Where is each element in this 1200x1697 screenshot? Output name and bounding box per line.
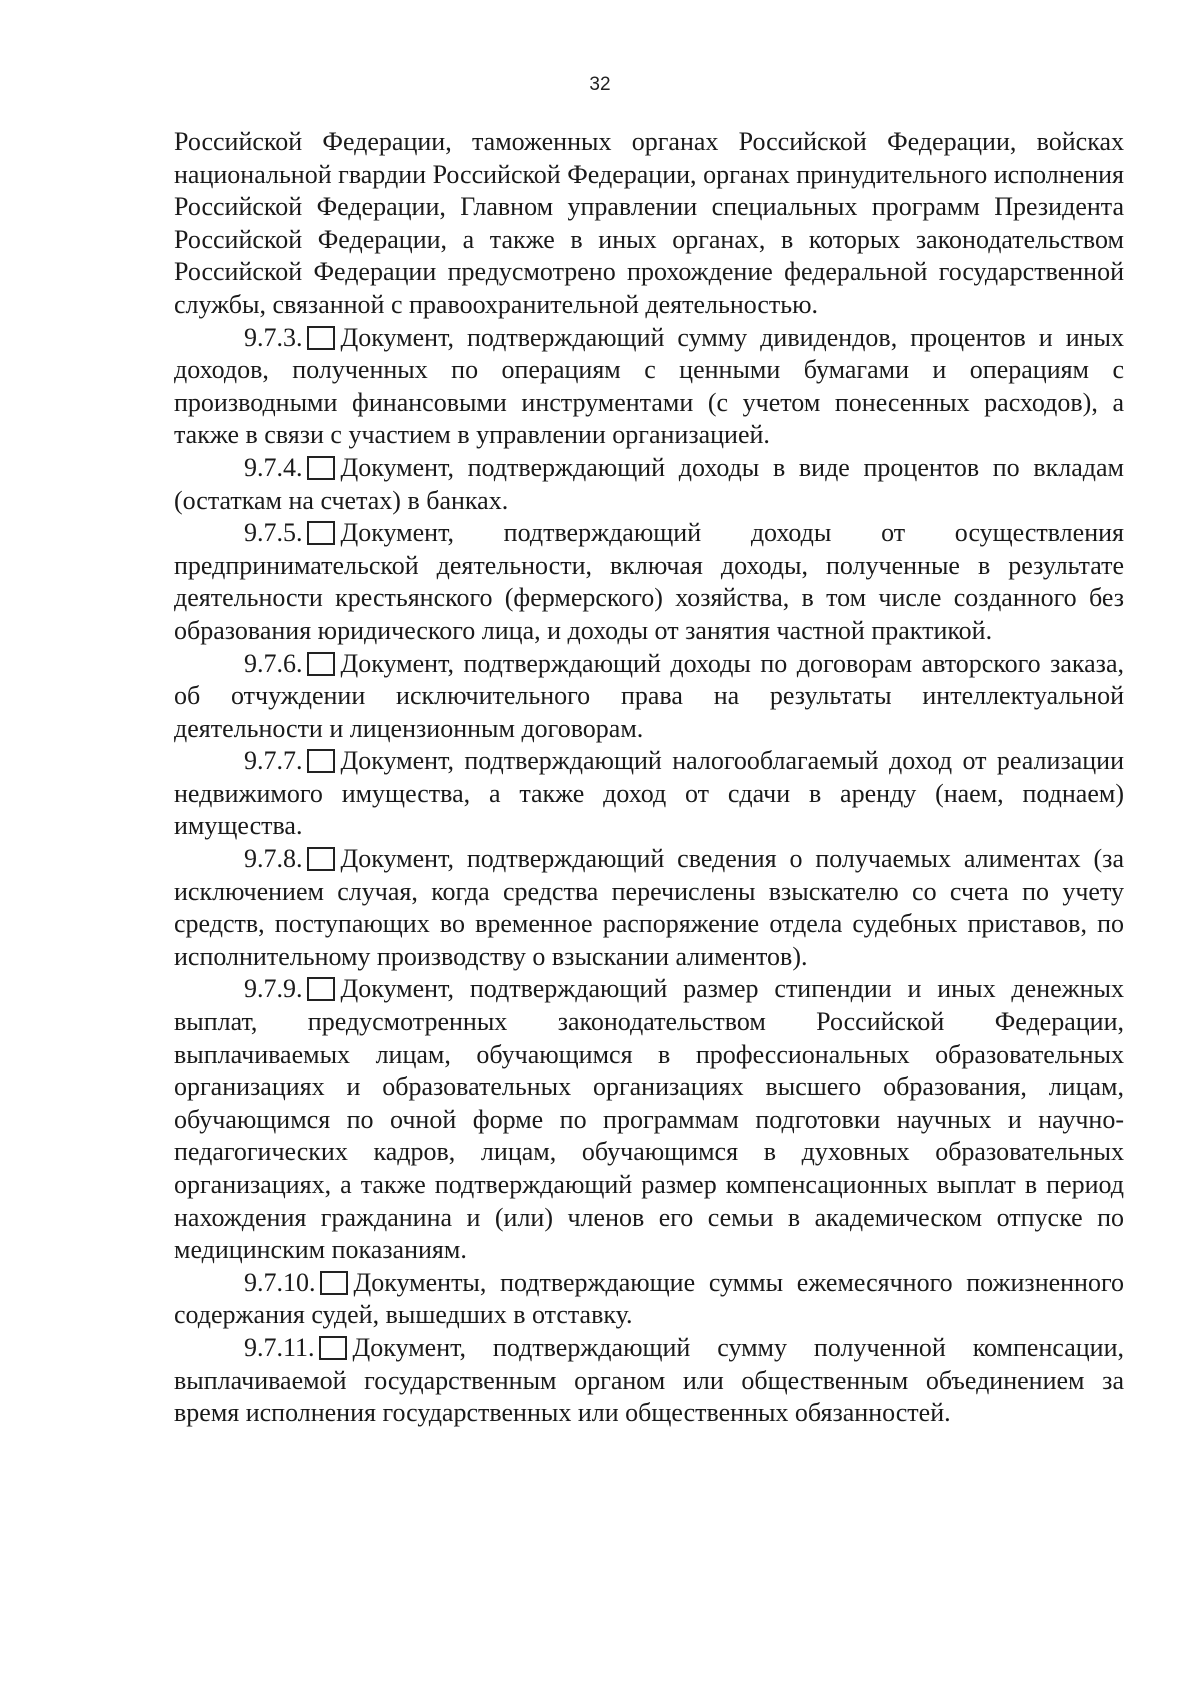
- item-9-7-7: [174, 745, 1124, 843]
- item-number: 9.7.3.: [244, 322, 303, 352]
- item-9-7-5: [174, 517, 1124, 647]
- item-number: 9.7.9.: [244, 974, 303, 1004]
- item-text: Документ, подтверждающий доходы от осуществления предпринимательской деятельности, включая доходы, полученные в результате деятельности крестьянского (фермерского) хозяйства, в том числе созданного без образования юридического лица, и доходы от занятия частной практикой.: [174, 518, 1124, 645]
- checkbox[interactable]: [307, 749, 335, 773]
- intro-paragraph: Российской Федерации, таможенных органах Российской Федерации, войсках национальной гвардии Российской Федерации, органах принудительного исполнения Российской Федерации, Главном управлении специальных программ Президента Российской Федерации, а также в иных органах, в которых законодательством Российской Федерации предусмотрено прохождение федеральной государственной службы, связанной с правоохранительной деятельностью.: [174, 127, 1124, 319]
- item-9-7-11: [174, 1332, 1124, 1430]
- item-number: 9.7.5.: [244, 518, 303, 548]
- item-9-7-10: [174, 1267, 1124, 1332]
- checkbox[interactable]: [307, 521, 335, 545]
- item-9-7-9: [174, 973, 1124, 1266]
- checkbox[interactable]: [307, 456, 335, 480]
- item-text: Документ, подтверждающий сведения о получаемых алиментах (за исключением случая, когда средства перечислены взыскателю со счета по учету средств, поступающих во временное распоряжение отдела судебных приставов, по исполнительному производству о взыскании алиментов).: [174, 844, 1124, 971]
- item-text: Документ, подтверждающий сумму полученной компенсации, выплачиваемой государственным органом или общественным объединением за время исполнения государственных или общественных обязанностей.: [174, 1332, 1124, 1428]
- item-text: Документ, подтверждающий доходы по договорам авторского заказа, об отчуждении исключительного права на результаты интеллектуальной деятельности и лицензионным договорам.: [174, 648, 1124, 743]
- item-number: 9.7.4.: [244, 452, 303, 482]
- checkbox[interactable]: [307, 326, 335, 350]
- item-text: Документ, подтверждающий налогооблагаемый доход от реализации недвижимого имущества, а также доход от сдачи в аренду (наем, поднаем) имущества.: [174, 746, 1124, 841]
- item-number: 9.7.11.: [244, 1332, 315, 1362]
- checkbox[interactable]: [307, 977, 335, 1001]
- item-text: Документ, подтверждающий сумму дивидендов, процентов и иных доходов, полученных по операциям с ценными бумагами и операциям с производными финансовыми инструментами (с учетом понесенных расходов), а также в связи с участием в управлении организацией.: [174, 322, 1124, 450]
- item-text: Документ, подтверждающий доходы в виде процентов по вкладам (остаткам на счетах) в банках.: [174, 452, 1124, 515]
- checkbox[interactable]: [319, 1336, 347, 1360]
- item-number: 9.7.10.: [244, 1267, 316, 1297]
- item-number: 9.7.7.: [244, 746, 303, 776]
- item-9-7-6: [174, 648, 1124, 746]
- item-number: 9.7.6.: [244, 648, 303, 678]
- item-9-7-4: [174, 452, 1124, 517]
- checkbox[interactable]: [307, 652, 335, 676]
- item-9-7-8: [174, 843, 1124, 973]
- item-text: Документы, подтверждающие суммы ежемесячного пожизненного содержания судей, вышедших в отставку.: [174, 1267, 1124, 1330]
- checkbox[interactable]: [307, 847, 335, 871]
- item-number: 9.7.8.: [244, 844, 303, 874]
- document-body: [174, 126, 1124, 1430]
- item-9-7-3: [174, 322, 1124, 452]
- item-text: Документ, подтверждающий размер стипендии и иных денежных выплат, предусмотренных законодательством Российской Федерации, выплачиваемых лицам, обучающимся в профессиональных образовательных организациях и образовательных организациях высшего образования, лицам, обучающимся по очной форме по программам подготовки научных и научно-педагогических кадров, лицам, обучающимся в духовных образовательных организациях, а также подтверждающий размер компенсационных выплат в период нахождения гражданина и (или) членов его семьи в академическом отпуске по медицинским показаниям.: [174, 974, 1124, 1265]
- page-number: 32: [589, 74, 611, 95]
- checkbox[interactable]: [320, 1271, 348, 1295]
